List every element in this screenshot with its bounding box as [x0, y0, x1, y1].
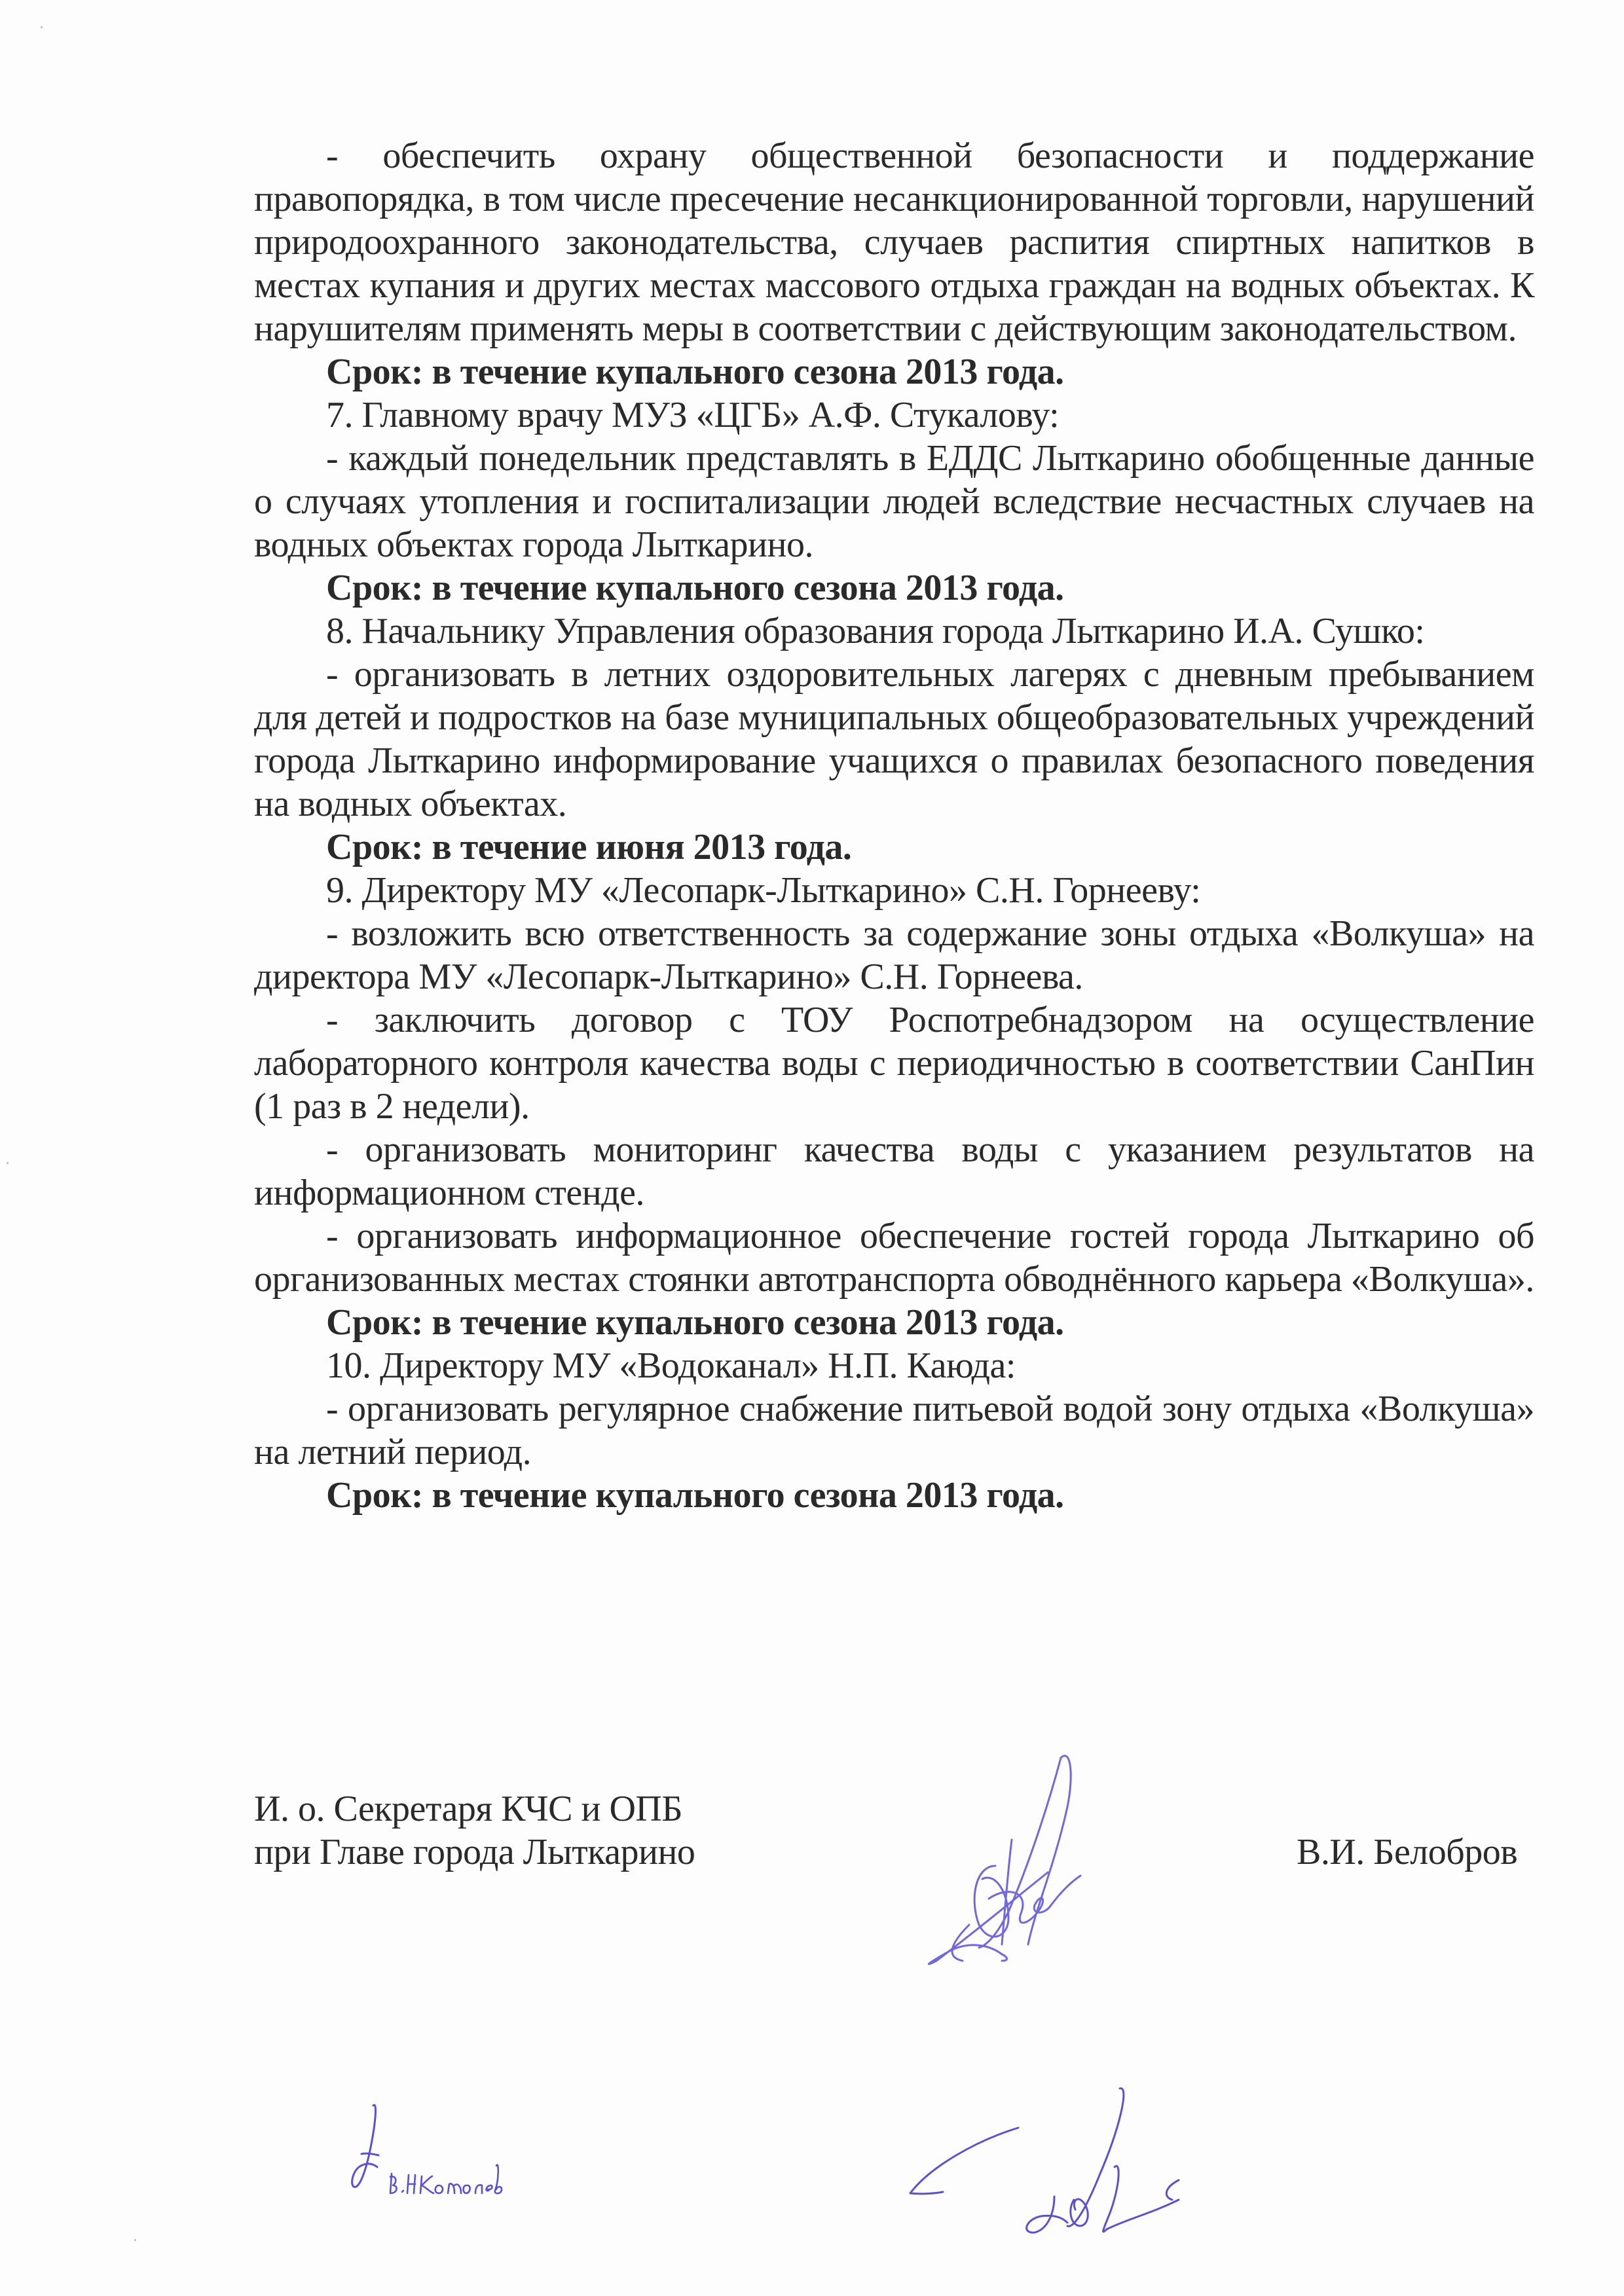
deadline: Срок: в течение купального сезона 2013 года. [326, 352, 1064, 392]
heading-item-8: 8. Начальнику Управления образования города Лыткарино И.А. Сушко: [326, 611, 1425, 651]
deadline: Срок: в течение купального сезона 2013 года. [326, 568, 1064, 608]
signatory-position [254, 1787, 695, 1874]
scan-dust [7, 1162, 9, 1164]
item-monitoring: - организовать мониторинг качества воды с указанием результатов на информационном стенде. [254, 1129, 1534, 1213]
item-water-supply: - организовать регулярное снабжение питьевой водой зону отдыха «Волкуша» на летний период. [254, 1389, 1534, 1472]
position-line-1: И. о. Секретаря КЧС и ОПБ [254, 1789, 683, 1829]
deadline: Срок: в течение июня 2013 года. [326, 827, 852, 867]
heading-item-9: 9. Директору МУ «Лесопарк-Лыткарино» С.Н. Горнееву: [326, 870, 1201, 911]
signatory-name: В.И. Белобров [1297, 1832, 1518, 1872]
scan-dust [41, 26, 43, 28]
handwritten-signature-bottom-right [904, 2088, 1310, 2246]
item-responsibility: - возложить всю ответственность за содержание зоны отдыха «Волкуша» на директора МУ «Лесопарк-Лыткарино» С.Н. Горнеева. [254, 913, 1534, 997]
heading-item-7: 7. Главному врачу МУЗ «ЦГБ» А.Ф. Стукалову: [326, 395, 1060, 435]
item-weekly-report: - каждый понедельник представлять в ЕДДС Лыткарино обобщенные данные о случаях утопления и госпитализации людей вследствие несчастных случаев на водных объектах города Лыткарино. [254, 438, 1534, 565]
item-summer-camps: - организовать в летних оздоровительных лагерях с дневным пребыванием для детей и подростков на базе муниципальных общеобразовательных учреждений города Лыткарино информирование учащихся о правилах безопасного поведения на водных объектах. [254, 654, 1534, 824]
scan-dust [134, 2239, 136, 2241]
item-contract: - заключить договор с ТОУ Роспотребнадзором на осуществление лабораторного контроля качества воды с периодичностью в соответствии СанПин (1 раз в 2 недели). [254, 1000, 1534, 1127]
document-body [254, 134, 1534, 1517]
handwritten-signature-main [812, 1735, 1270, 1984]
heading-item-10: 10. Директору МУ «Водоканал» Н.П. Каюда: [326, 1345, 1016, 1386]
deadline: Срок: в течение купального сезона 2013 года. [326, 1475, 1064, 1516]
position-line-2: при Главе города Лыткарино [254, 1832, 695, 1872]
item-parking-info: - организовать информационное обеспечение гостей города Лыткарино об организованных местах стоянки автотранспорта обводнённого карьера «Волкуша». [254, 1216, 1534, 1300]
deadline: Срок: в течение купального сезона 2013 года. [326, 1302, 1064, 1343]
item-public-safety: - обеспечить охрану общественной безопасности и поддержание правопорядка, в том числе пресечение несанкционированной торговли, нарушений природоохранного законодательства, случаев распития спиртных напитков в местах купания и других местах массового отдыха граждан на водных объектах. К нарушителям применять меры в соответствии с действующим законодательством. [254, 136, 1534, 349]
handwritten-signature-text-bottom [386, 2147, 504, 2200]
